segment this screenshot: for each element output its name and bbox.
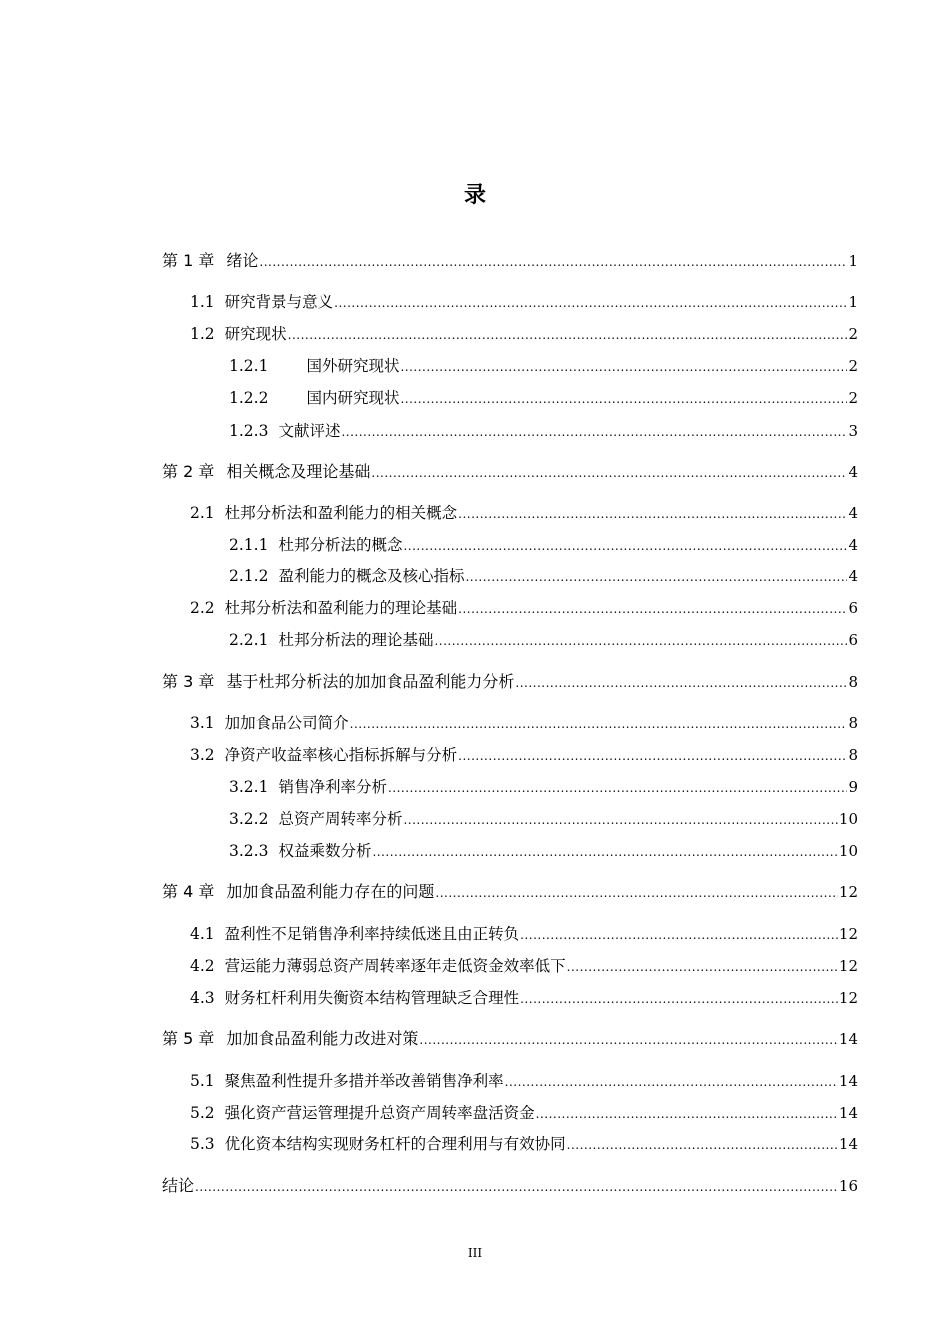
toc-entry-page-number: 2 xyxy=(848,389,858,407)
toc-entry-label: 总资产周转率分析 xyxy=(278,810,403,828)
toc-entry-label: 基于杜邦分析法的加加食品盈利能力分析 xyxy=(226,672,515,691)
toc-dot-leader xyxy=(259,250,847,274)
toc-entry-number: 3.2 xyxy=(190,746,215,764)
toc-entry-number: 3.1 xyxy=(190,714,215,732)
toc-entry[interactable] xyxy=(162,670,858,695)
toc-dot-leader xyxy=(458,744,847,768)
toc-dot-leader xyxy=(400,355,847,379)
toc-entry[interactable] xyxy=(162,1174,858,1199)
toc-entry-page-number: 9 xyxy=(848,778,858,796)
toc-entry[interactable] xyxy=(229,386,858,411)
toc-dot-leader xyxy=(403,534,847,558)
toc-entry-page-number: 14 xyxy=(838,1135,858,1153)
toc-entry-label: 加加食品盈利能力存在的问题 xyxy=(226,882,435,901)
toc-entry[interactable] xyxy=(190,501,858,526)
toc-entry-label: 盈利能力的概念及核心指标 xyxy=(278,567,465,585)
toc-entry-number: 5.2 xyxy=(190,1104,215,1122)
toc-dot-leader xyxy=(567,1133,838,1157)
toc-entry-page-number: 2 xyxy=(848,325,858,343)
toc-entry-number: 3.2.2 xyxy=(229,810,269,828)
toc-dot-leader xyxy=(419,1028,838,1052)
toc-entry-number: 第 5 章 xyxy=(162,1029,215,1048)
toc-entry-label: 净资产收益率核心指标拆解与分析 xyxy=(224,746,458,764)
toc-entry[interactable] xyxy=(229,775,858,800)
toc-entry-number: 1.2 xyxy=(190,325,215,343)
toc-entry[interactable] xyxy=(229,839,858,864)
toc-dot-leader xyxy=(536,1102,838,1126)
toc-entry-page-number: 6 xyxy=(848,631,858,649)
toc-entry-label: 权益乘数分析 xyxy=(278,842,372,860)
toc-entry-label: 加加食品盈利能力改进对策 xyxy=(226,1029,419,1048)
toc-entry-page-number: 1 xyxy=(848,293,858,311)
toc-entry[interactable] xyxy=(229,628,858,653)
toc-entry-number: 4.1 xyxy=(190,925,215,943)
toc-entry-number: 第 2 章 xyxy=(162,462,215,481)
toc-entry-label: 优化资本结构实现财务杠杆的合理利用与有效协同 xyxy=(224,1135,566,1153)
toc-entry[interactable] xyxy=(190,596,858,621)
toc-entry[interactable] xyxy=(229,419,858,444)
toc-entry-page-number: 4 xyxy=(848,463,858,481)
toc-dot-leader xyxy=(350,712,848,736)
toc-entry[interactable] xyxy=(190,986,858,1011)
toc-dot-leader xyxy=(403,808,837,832)
toc-entry-page-number: 14 xyxy=(838,1030,858,1048)
toc-entry-page-number: 14 xyxy=(838,1104,858,1122)
toc-entry-page-number: 8 xyxy=(848,714,858,732)
toc-dot-leader xyxy=(458,502,847,526)
toc-entry-label: 加加食品公司简介 xyxy=(224,714,349,732)
toc-entry[interactable] xyxy=(162,1027,858,1052)
toc-entry-label: 国外研究现状 xyxy=(306,357,400,375)
toc-entry-number: 第 4 章 xyxy=(162,882,215,901)
toc-dot-leader xyxy=(520,987,838,1011)
toc-entry[interactable] xyxy=(229,533,858,558)
toc-entry[interactable] xyxy=(162,460,858,485)
toc-entry-number: 2.2 xyxy=(190,599,215,617)
toc-entry-label: 研究背景与意义 xyxy=(224,293,334,311)
toc-entry-label: 研究现状 xyxy=(224,325,287,343)
toc-entry-number: 1.2.2 xyxy=(229,389,269,407)
toc-entry-number: 5.3 xyxy=(190,1135,215,1153)
toc-dot-leader xyxy=(515,671,847,695)
toc-dot-leader xyxy=(388,776,847,800)
toc-entry-number: 第 3 章 xyxy=(162,672,215,691)
toc-dot-leader xyxy=(195,1175,838,1199)
toc-entry-page-number: 12 xyxy=(838,925,858,943)
toc-dot-leader xyxy=(434,629,847,653)
toc-entry-number: 1.1 xyxy=(190,293,215,311)
toc-entry[interactable] xyxy=(190,743,858,768)
toc-entry-label: 国内研究现状 xyxy=(306,389,400,407)
toc-entry[interactable] xyxy=(190,322,858,347)
toc-entry-page-number: 8 xyxy=(848,673,858,691)
toc-entry-label: 文献评述 xyxy=(278,422,341,440)
toc-entry[interactable] xyxy=(162,880,858,905)
toc-entry[interactable] xyxy=(190,290,858,315)
toc-entry-number: 1.2.3 xyxy=(229,422,269,440)
toc-entry[interactable] xyxy=(190,922,858,947)
toc-entry-page-number: 2 xyxy=(848,357,858,375)
toc-entry[interactable] xyxy=(190,711,858,736)
toc-entry-label: 绪论 xyxy=(226,251,259,270)
toc-dot-leader xyxy=(372,840,837,864)
toc-entry[interactable] xyxy=(162,249,858,274)
page-title: 录 xyxy=(463,183,486,208)
toc-entry[interactable] xyxy=(229,564,858,589)
toc-entry-label: 杜邦分析法和盈利能力的相关概念 xyxy=(224,504,458,522)
toc-entry-number: 2.2.1 xyxy=(229,631,269,649)
toc-entry-label: 相关概念及理论基础 xyxy=(226,462,371,481)
toc-entry[interactable] xyxy=(190,1069,858,1094)
toc-entry-page-number: 4 xyxy=(848,567,858,585)
page-number-footer: III xyxy=(467,1246,483,1260)
toc-entry-page-number: 10 xyxy=(838,810,858,828)
toc-entry[interactable] xyxy=(190,1101,858,1126)
toc-entry-page-number: 16 xyxy=(838,1177,858,1195)
toc-entry-label: 盈利性不足销售净利率持续低迷且由正转负 xyxy=(224,925,520,943)
toc-dot-leader xyxy=(458,597,847,621)
toc-entry[interactable] xyxy=(190,954,858,979)
toc-entry[interactable] xyxy=(229,807,858,832)
toc-dot-leader xyxy=(465,565,847,589)
toc-entry-page-number: 12 xyxy=(838,989,858,1007)
toc-entry-page-number: 6 xyxy=(848,599,858,617)
toc-entry-number: 3.2.3 xyxy=(229,842,269,860)
toc-dot-leader xyxy=(567,955,838,979)
toc-entry-page-number: 12 xyxy=(838,957,858,975)
toc-dot-leader xyxy=(400,387,847,411)
toc-entry-label: 财务杠杆利用失衡资本结构管理缺乏合理性 xyxy=(224,989,520,1007)
toc-dot-leader xyxy=(341,420,847,444)
toc-dot-leader xyxy=(334,291,847,315)
toc-entry-number: 第 1 章 xyxy=(162,251,215,270)
toc-entry-label: 结论 xyxy=(162,1176,195,1195)
toc-entry-number: 1.2.1 xyxy=(229,357,269,375)
toc-dot-leader xyxy=(371,461,847,485)
toc-dot-leader xyxy=(520,923,838,947)
toc-dot-leader xyxy=(505,1070,838,1094)
toc-entry-number: 2.1 xyxy=(190,504,215,522)
toc-entry-page-number: 1 xyxy=(848,252,858,270)
toc-entry-page-number: 10 xyxy=(838,842,858,860)
toc-entry-label: 聚焦盈利性提升多措并举改善销售净利率 xyxy=(224,1072,504,1090)
toc-dot-leader xyxy=(435,881,838,905)
toc-entry-page-number: 12 xyxy=(838,883,858,901)
toc-entry-page-number: 4 xyxy=(848,504,858,522)
toc-entry-label: 营运能力薄弱总资产周转率逐年走低资金效率低下 xyxy=(224,957,566,975)
toc-entry-label: 销售净利率分析 xyxy=(278,778,387,796)
toc-entry-page-number: 14 xyxy=(838,1072,858,1090)
toc-entry-number: 4.2 xyxy=(190,957,215,975)
toc-entry[interactable] xyxy=(190,1132,858,1157)
toc-entry-label: 杜邦分析法的概念 xyxy=(278,536,403,554)
toc-entry-number: 4.3 xyxy=(190,989,215,1007)
toc-entry-page-number: 4 xyxy=(848,536,858,554)
toc-entry-label: 杜邦分析法的理论基础 xyxy=(278,631,434,649)
toc-entry-number: 2.1.1 xyxy=(229,536,269,554)
toc-entry-number: 2.1.2 xyxy=(229,567,269,585)
toc-entry[interactable] xyxy=(229,354,858,379)
toc-entry-page-number: 8 xyxy=(848,746,858,764)
toc-entry-number: 3.2.1 xyxy=(229,778,269,796)
toc-entry-page-number: 3 xyxy=(848,422,858,440)
toc-entry-label: 强化资产营运管理提升总资产周转率盘活资金 xyxy=(224,1104,535,1122)
toc-entry-label: 杜邦分析法和盈利能力的理论基础 xyxy=(224,599,458,617)
toc-dot-leader xyxy=(288,323,848,347)
toc-entry-number: 5.1 xyxy=(190,1072,215,1090)
